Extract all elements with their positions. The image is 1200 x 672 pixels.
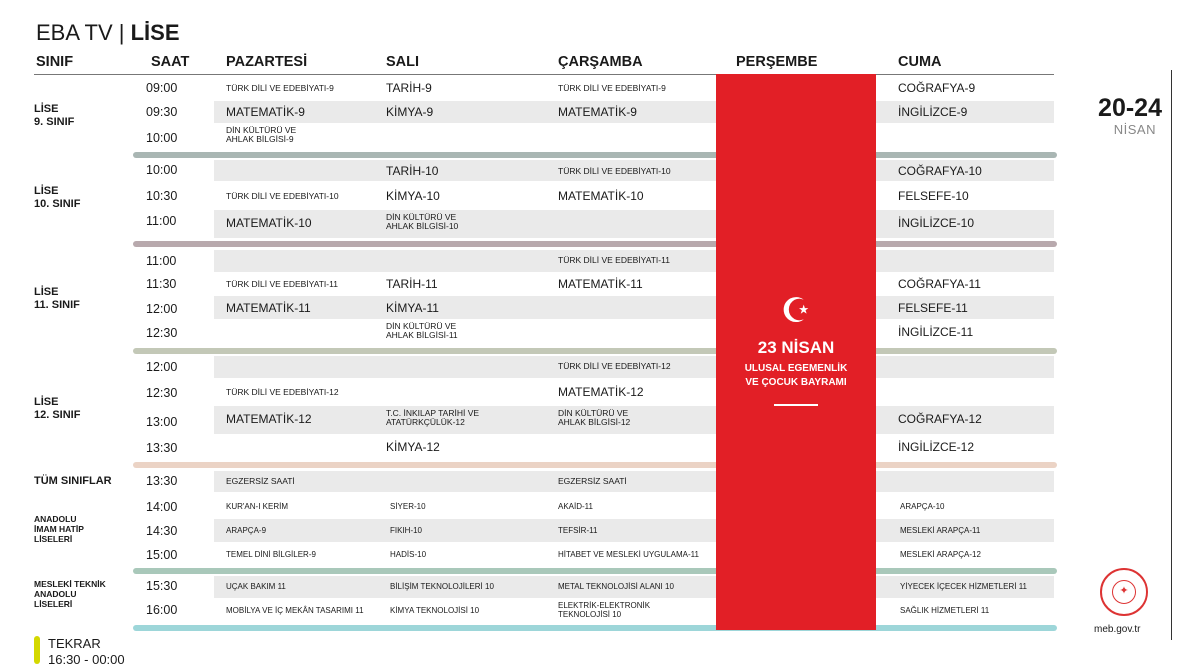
repeat-time: 16:30 - 00:00 <box>48 652 125 667</box>
level-text: LİSE <box>130 20 180 45</box>
lesson-cell: TEFSİR-11 <box>558 526 598 535</box>
lesson-cell: YİYECEK İÇECEK HİZMETLERİ 11 <box>900 582 1027 591</box>
separator-10 <box>133 241 1057 247</box>
brand-text: EBA TV <box>36 20 113 45</box>
lesson-cell: KİMYA-9 <box>386 105 434 119</box>
lesson-cell: ELEKTRİK-ELEKTRONİK TEKNOLOJİSİ 10 <box>558 601 651 619</box>
lesson-cell: ARAPÇA-9 <box>226 526 267 535</box>
time-cell: 11:00 <box>146 214 177 228</box>
time-cell: 11:30 <box>146 277 177 291</box>
time-cell: 12:30 <box>146 326 178 340</box>
lesson-cell: MATEMATİK-11 <box>226 301 311 315</box>
repeat-label: TEKRAR <box>48 636 101 651</box>
lesson-cell: EGZERSİZ SAATİ <box>558 476 627 486</box>
lesson-cell: MATEMATİK-11 <box>558 277 643 291</box>
time-cell: 13:30 <box>146 474 178 488</box>
lesson-cell: MATEMATİK-9 <box>226 105 305 119</box>
group-label-12: LİSE 12. SINIF <box>34 396 81 421</box>
lesson-cell: DİN KÜLTÜRÜ VE AHLAK BİLGİSİ-11 <box>386 321 458 341</box>
lesson-cell: HİTABET VE MESLEKİ UYGULAMA-11 <box>558 550 699 559</box>
right-divider <box>1171 70 1172 640</box>
lesson-cell: İNGİLİZCE-12 <box>898 440 975 454</box>
holiday-banner <box>716 74 876 630</box>
separator-9 <box>133 152 1057 158</box>
time-cell: 10:30 <box>146 189 178 203</box>
site-url: meb.gov.tr <box>1094 624 1141 635</box>
col-pazartesi: PAZARTESİ <box>226 54 308 70</box>
time-cell: 09:30 <box>146 105 178 119</box>
header-divider <box>34 74 1054 75</box>
lesson-cell: İNGİLİZCE-10 <box>898 216 975 230</box>
lesson-cell: MOBİLYA VE İÇ MEKÂN TASARIMI 11 <box>226 606 364 615</box>
lesson-cell: MATEMATİK-10 <box>226 216 312 230</box>
time-cell: 13:30 <box>146 441 178 455</box>
holiday-title: 23 NİSAN <box>757 338 835 357</box>
lesson-cell: TARİH-10 <box>386 164 439 178</box>
lesson-cell: DİN KÜLTÜRÜ VE AHLAK BİLGİSİ-9 <box>226 125 297 145</box>
lesson-cell: COĞRAFYA-10 <box>898 164 982 178</box>
lesson-cell: KİMYA-10 <box>386 189 440 203</box>
time-cell: 12:00 <box>146 360 178 374</box>
crescent-star-icon: ☪ <box>780 292 812 330</box>
lesson-cell: METAL TEKNOLOJİSİ ALANI 10 <box>558 582 674 591</box>
col-sinif: SINIF <box>36 54 74 70</box>
lesson-cell: FELSEFE-11 <box>898 301 968 315</box>
separator-aihl <box>133 568 1057 574</box>
lesson-cell: UÇAK BAKIM 11 <box>226 582 286 591</box>
col-cuma: CUMA <box>898 54 942 70</box>
date-range: 20-24 <box>1098 94 1162 122</box>
lesson-cell: MESLEKİ ARAPÇA-11 <box>900 526 981 535</box>
date-month: NİSAN <box>1113 122 1156 137</box>
lesson-cell: FELSEFE-10 <box>898 189 969 203</box>
page-title <box>36 20 180 46</box>
lesson-cell: KİMYA-11 <box>386 301 439 315</box>
time-cell: 13:00 <box>146 415 178 429</box>
group-label-11: LİSE 11. SINIF <box>34 286 80 311</box>
lesson-cell: FIKIH-10 <box>390 526 423 535</box>
lesson-cell: TÜRK DİLİ VE EDEBİYATI-11 <box>558 255 670 265</box>
lesson-cell: TÜRK DİLİ VE EDEBİYATI-9 <box>226 83 334 93</box>
lesson-cell: DİN KÜLTÜRÜ VE AHLAK BİLGİSİ-12 <box>558 408 631 428</box>
holiday-underline <box>774 404 818 406</box>
col-carsamba: ÇARŞAMBA <box>558 54 643 70</box>
time-cell: 15:30 <box>146 579 178 593</box>
lesson-cell: TARİH-9 <box>386 81 432 95</box>
lesson-cell: SİYER-10 <box>390 502 426 511</box>
time-cell: 14:30 <box>146 524 178 538</box>
lesson-cell: TÜRK DİLİ VE EDEBİYATI-9 <box>558 83 666 93</box>
lesson-cell: TEMEL DİNİ BİLGİLER-9 <box>226 550 316 559</box>
title-separator: | <box>118 20 125 45</box>
lesson-cell: TÜRK DİLİ VE EDEBİYATI-10 <box>226 191 339 201</box>
group-label-9: LİSE 9. SINIF <box>34 103 75 128</box>
separator-mtal <box>133 625 1057 631</box>
time-cell: 12:30 <box>146 386 178 400</box>
time-cell: 10:00 <box>146 163 178 177</box>
lesson-cell: MESLEKİ ARAPÇA-12 <box>900 550 981 559</box>
lesson-cell: COĞRAFYA-12 <box>898 412 982 426</box>
lesson-cell: TARİH-11 <box>386 277 438 291</box>
group-label-tum: TÜM SINIFLAR <box>34 475 112 487</box>
separator-12 <box>133 462 1057 468</box>
lesson-cell: ARAPÇA-10 <box>900 502 945 511</box>
lesson-cell: TÜRK DİLİ VE EDEBİYATI-11 <box>226 279 338 289</box>
lesson-cell: COĞRAFYA-11 <box>898 277 981 291</box>
time-cell: 15:00 <box>146 548 178 562</box>
lesson-cell: BİLİŞİM TEKNOLOJİLERİ 10 <box>390 582 494 591</box>
lesson-cell: İNGİLİZCE-11 <box>898 325 974 339</box>
separator-11 <box>133 348 1057 354</box>
lesson-cell: T.C. İNKILAP TARİHİ VE ATATÜRKÇÜLÜK-12 <box>386 408 480 428</box>
lesson-cell: KUR'AN-I KERİM <box>226 502 288 511</box>
col-sali: SALI <box>386 54 420 70</box>
repeat-marker <box>34 636 40 664</box>
lesson-cell: MATEMATİK-12 <box>558 385 644 399</box>
time-cell: 09:00 <box>146 81 178 95</box>
lesson-cell: EGZERSİZ SAATİ <box>226 476 295 486</box>
lesson-cell: KİMYA TEKNOLOJİSİ 10 <box>390 606 480 615</box>
time-cell: 16:00 <box>146 603 178 617</box>
time-cell: 12:00 <box>146 302 178 316</box>
group-label-mtal: MESLEKİ TEKNİK ANADOLU LİSELERİ <box>34 579 106 609</box>
lesson-cell: HADİS-10 <box>390 550 427 559</box>
col-saat: SAAT <box>151 54 190 70</box>
lesson-cell: COĞRAFYA-9 <box>898 81 976 95</box>
lesson-cell: DİN KÜLTÜRÜ VE AHLAK BİLGİSİ-10 <box>386 212 459 232</box>
lesson-cell: MATEMATİK-10 <box>558 189 644 203</box>
time-cell: 11:00 <box>146 254 177 268</box>
lesson-cell: MATEMATİK-12 <box>226 412 312 426</box>
lesson-cell: TÜRK DİLİ VE EDEBİYATI-12 <box>226 387 339 397</box>
lesson-cell: İNGİLİZCE-9 <box>898 105 968 119</box>
lesson-cell: TÜRK DİLİ VE EDEBİYATI-10 <box>558 166 671 176</box>
lesson-cell: SAĞLIK HİZMETLERİ 11 <box>900 606 990 615</box>
lesson-cell: TÜRK DİLİ VE EDEBİYATI-12 <box>558 361 671 371</box>
time-cell: 10:00 <box>146 131 178 145</box>
col-persembe: PERŞEMBE <box>736 54 818 70</box>
lesson-cell: MATEMATİK-9 <box>558 105 637 119</box>
lesson-cell: AKAİD-11 <box>558 502 593 511</box>
group-label-aihl: ANADOLU İMAM HATİP LİSELERİ <box>34 514 84 544</box>
lesson-cell: KİMYA-12 <box>386 440 440 454</box>
time-cell: 14:00 <box>146 500 178 514</box>
row-shade <box>214 471 1054 492</box>
group-label-10: LİSE 10. SINIF <box>34 185 81 210</box>
meb-logo-icon: ✦ <box>1100 568 1148 616</box>
holiday-subtitle: ULUSAL EGEMENLİK VE ÇOCUK BAYRAMI <box>744 363 848 388</box>
